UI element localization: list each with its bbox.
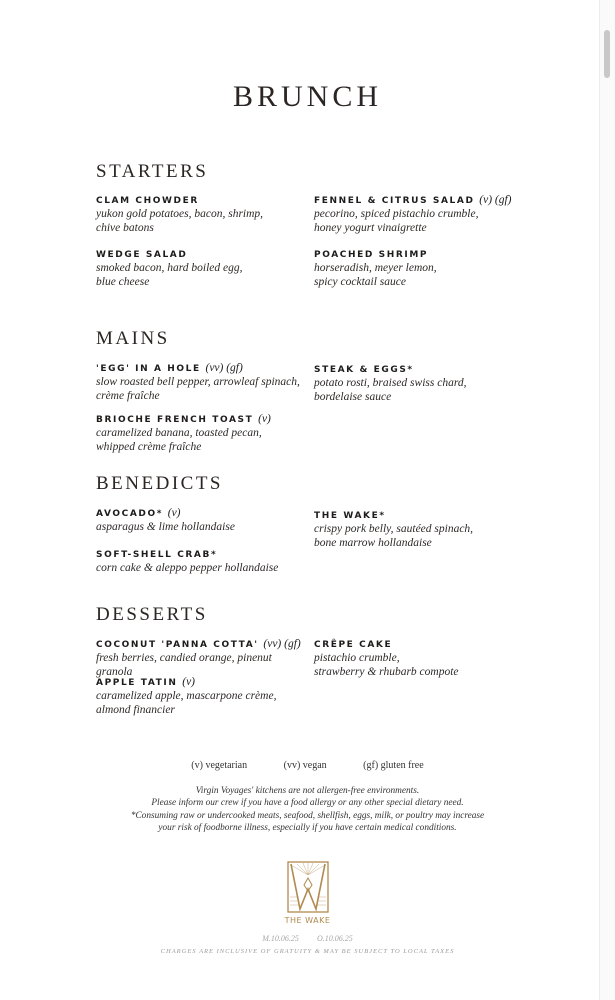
menu-item xyxy=(96,194,326,235)
item-name: APPLE TATIN xyxy=(96,678,178,688)
item-tags: (vv) (gf) xyxy=(263,638,301,650)
item-name: CRÊPE CAKE xyxy=(314,640,393,650)
item-description: pistachio crumble, strawberry & rhubarb compote xyxy=(314,652,459,678)
section-title-starters: STARTERS xyxy=(96,161,209,182)
menu-item xyxy=(96,638,311,679)
allergen-notice: Virgin Voyages' kitchens are not allergen-free environments. Please inform our crew if you have a food allergy or any other special dietary need. *Consuming raw or undercooked meats, seafood, shellfish, eggs, milk, or poultry may increase your risk of foodborne illness, especially if you have certain medical conditions. xyxy=(130,786,485,833)
section-title-mains: MAINS xyxy=(96,328,170,349)
menu-item xyxy=(96,248,326,289)
menu-item xyxy=(314,509,544,550)
menu-title: BRUNCH xyxy=(232,80,383,113)
item-description: pecorino, spiced pistachio crumble, honey yogurt vinaigrette xyxy=(314,208,479,234)
item-tags: (vv) (gf) xyxy=(205,362,243,374)
scrollbar-thumb[interactable] xyxy=(604,30,610,78)
menu-code: O.10.06.25 xyxy=(316,934,353,943)
item-name: FENNEL & CITRUS SALAD xyxy=(314,196,475,206)
item-name: 'EGG' IN A HOLE xyxy=(96,364,201,374)
item-tags: (v) xyxy=(182,676,196,688)
item-tags: (v) xyxy=(258,413,271,425)
menu-item xyxy=(96,413,326,454)
item-name: THE WAKE* xyxy=(314,511,386,521)
item-name: POACHED SHRIMP xyxy=(314,250,429,260)
item-name: STEAK & EGGS* xyxy=(314,365,414,375)
item-description: slow roasted bell pepper, arrowleaf spinach, crème fraîche xyxy=(96,376,300,402)
item-description: caramelized apple, mascarpone crème, almond financier xyxy=(96,690,277,716)
item-description: corn cake & aleppo pepper hollandaise xyxy=(96,562,279,574)
item-name: WEDGE SALAD xyxy=(96,250,188,260)
item-tags: (v) (gf) xyxy=(479,194,512,206)
item-name: COCONUT 'PANNA COTTA' xyxy=(96,640,259,650)
menu-item xyxy=(314,363,544,404)
item-description: crispy pork belly, sautéed spinach, bone marrow hollandaise xyxy=(314,523,474,549)
legend-gluten-free: (gf) gluten free xyxy=(363,760,424,771)
menu-item xyxy=(314,248,544,289)
item-description: smoked bacon, hard boiled egg, blue cheese xyxy=(96,262,243,288)
logo-text: THE WAKE xyxy=(284,916,331,925)
menu-code: M.10.06.25 xyxy=(262,934,299,943)
item-name: AVOCADO* xyxy=(96,509,164,519)
menu-item xyxy=(314,638,544,679)
item-description: fresh berries, candied orange, pinenut granola xyxy=(96,652,272,678)
charges-notice: CHARGES ARE INCLUSIVE OF GRATUITY & MAY BE SUBJECT TO LOCAL TAXES xyxy=(160,948,455,955)
menu-item xyxy=(96,676,326,717)
menu-item xyxy=(96,362,321,403)
item-name: BRIOCHE FRENCH TOAST xyxy=(96,415,254,425)
item-description: caramelized banana, toasted pecan, whipped crème fraîche xyxy=(96,427,262,453)
section-title-benedicts: BENEDICTS xyxy=(96,473,223,494)
item-tags: (v) xyxy=(167,507,181,519)
menu-item xyxy=(96,548,326,576)
item-description: horseradish, meyer lemon, spicy cocktail sauce xyxy=(314,262,437,288)
item-description: asparagus & lime hollandaise xyxy=(96,521,235,533)
legend-vegan: (vv) vegan xyxy=(283,760,327,771)
item-description: yukon gold potatoes, bacon, shrimp, chive batons xyxy=(96,208,264,234)
menu-item xyxy=(96,507,326,535)
legend-vegetarian: (v) vegetarian xyxy=(191,760,248,771)
item-name: CLAM CHOWDER xyxy=(96,196,199,206)
menu-codes xyxy=(0,934,615,943)
section-title-desserts: DESSERTS xyxy=(96,604,208,625)
vertical-scrollbar[interactable] xyxy=(599,0,615,1000)
menu-item xyxy=(314,194,544,235)
item-name: SOFT-SHELL CRAB* xyxy=(96,550,218,560)
dietary-legend xyxy=(0,760,615,771)
item-description: potato rosti, braised swiss chard, bordelaise sauce xyxy=(314,377,467,403)
the-wake-logo-icon xyxy=(287,861,329,913)
